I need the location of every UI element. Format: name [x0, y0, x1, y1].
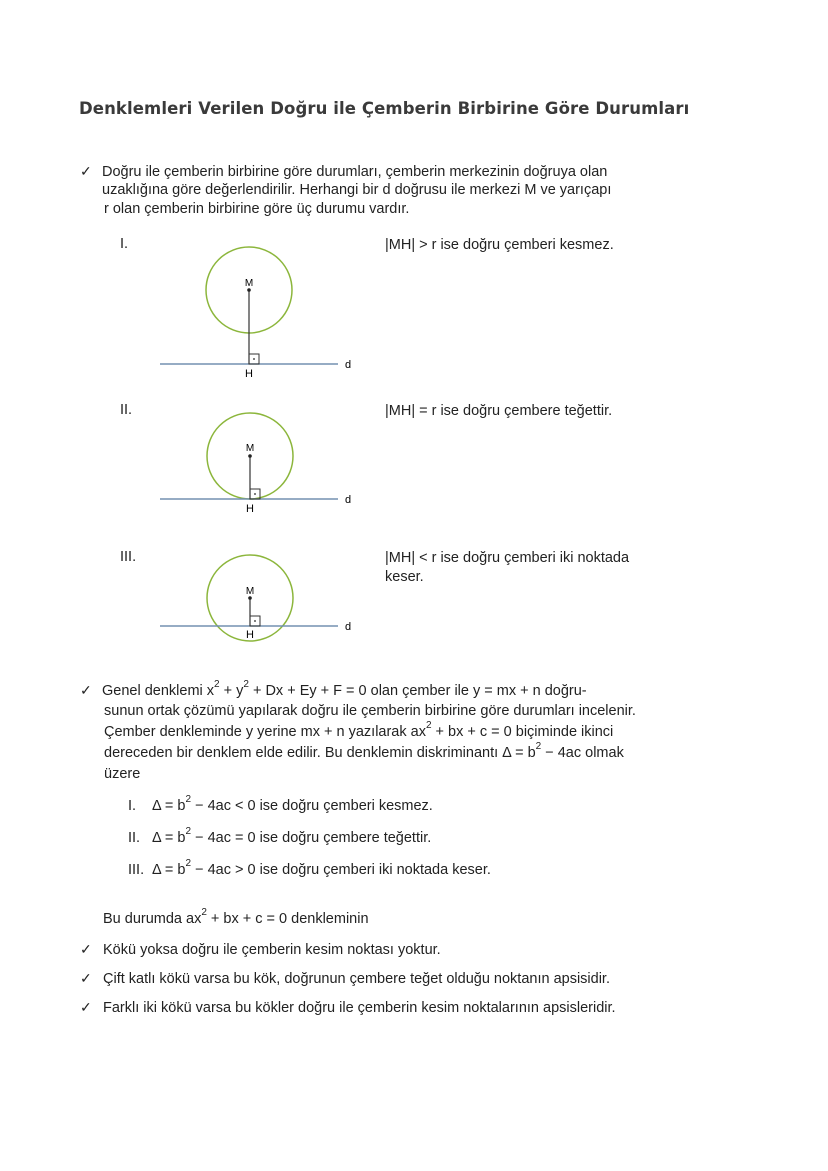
intro-line: r olan çemberin birbirine göre üç durumu vardır. [104, 201, 410, 217]
text: Bu durumda ax [103, 911, 202, 927]
diagram-no-intersection [160, 247, 351, 380]
conclusion-lead [103, 907, 369, 928]
diagram-secant [160, 555, 351, 641]
general-line: sunun ortak çözümü yapılarak doğru ile çemberin birbirine göre durumları incelenir. [104, 703, 636, 719]
exponent: 2 [185, 858, 192, 869]
text: + bx + c = 0 denkleminin [206, 911, 369, 927]
disc-case [128, 826, 432, 847]
diagram-tangent [160, 413, 351, 515]
exponent: 2 [185, 794, 192, 805]
text: Çember denkleminde y yerine mx + n yazılarak ax [104, 724, 426, 740]
check-icon: ✓ [80, 163, 92, 179]
text: − 4ac > 0 ise doğru çemberi iki noktada keser. [191, 862, 491, 878]
text: + y [219, 683, 244, 699]
exponent: 2 [425, 720, 432, 731]
text: Genel denklemi x [102, 683, 215, 699]
general-line [104, 720, 614, 741]
check-icon: ✓ [80, 999, 92, 1015]
label-d: d [345, 621, 352, 633]
check-icon: ✓ [80, 970, 92, 986]
case-numeral: II. [120, 402, 133, 418]
text: Δ = b [152, 830, 186, 846]
label-h: H [246, 629, 254, 641]
label-m: M [245, 443, 255, 454]
exponent: 2 [243, 679, 249, 690]
numeral: III. [128, 862, 145, 878]
exponent: 2 [201, 907, 207, 918]
page-title: Denklemleri Verilen Doğru ile Çemberin Birbirine Göre Durumları [79, 99, 690, 118]
text: − 4ac olmak [541, 745, 624, 761]
check-icon: ✓ [80, 941, 92, 957]
general-line: üzere [104, 766, 141, 782]
exponent: 2 [535, 741, 542, 752]
text: Δ = b [152, 862, 186, 878]
case-numeral: III. [120, 549, 137, 565]
conclusion-item: Kökü yoksa doğru ile çemberin kesim noktası yoktur. [103, 942, 441, 958]
exponent: 2 [214, 679, 220, 690]
text: dereceden bir denklem elde edilir. Bu denklemin diskriminantı Δ = b [104, 745, 536, 761]
label-h: H [245, 368, 253, 380]
case-text: |MH| = r ise doğru çembere teğettir. [385, 403, 613, 419]
text: − 4ac < 0 ise doğru çemberi kesmez. [191, 798, 433, 814]
disc-case [128, 794, 433, 815]
center-point [248, 454, 252, 458]
label-d: d [345, 494, 352, 506]
text: Δ = b [152, 798, 186, 814]
label-m: M [244, 278, 254, 289]
label-m: M [245, 586, 255, 597]
general-line [102, 679, 587, 700]
numeral: I. [128, 798, 137, 814]
text: + Dx + Ey + F = 0 olan çember ile y = mx + n doğru- [248, 683, 587, 699]
conclusion-item: Farklı iki kökü varsa bu kökler doğru ile çemberin kesim noktalarının apsisleridir. [103, 1000, 616, 1016]
label-h: H [246, 503, 254, 515]
check-icon: ✓ [80, 682, 92, 698]
general-line [104, 741, 624, 762]
case-text: keser. [385, 569, 424, 585]
intro-line: Doğru ile çemberin birbirine göre durumları, çemberin merkezinin doğruya olan [102, 164, 608, 180]
intro-line: uzaklığına göre değerlendirilir. Herhangi bir d doğrusu ile merkezi M ve yarıçapı [102, 182, 612, 198]
numeral: II. [128, 830, 141, 846]
case-text: |MH| < r ise doğru çemberi iki noktada [385, 550, 630, 566]
label-d: d [345, 359, 352, 371]
disc-case [128, 858, 491, 879]
exponent: 2 [185, 826, 192, 837]
case-text: |MH| > r ise doğru çemberi kesmez. [385, 237, 614, 253]
text: + bx + c = 0 biçiminde ikinci [431, 724, 614, 740]
conclusion-item: Çift katlı kökü varsa bu kök, doğrunun çembere teğet olduğu noktanın apsisidir. [103, 971, 610, 987]
case-numeral: I. [120, 236, 129, 252]
text: − 4ac = 0 ise doğru çembere teğettir. [191, 830, 432, 846]
